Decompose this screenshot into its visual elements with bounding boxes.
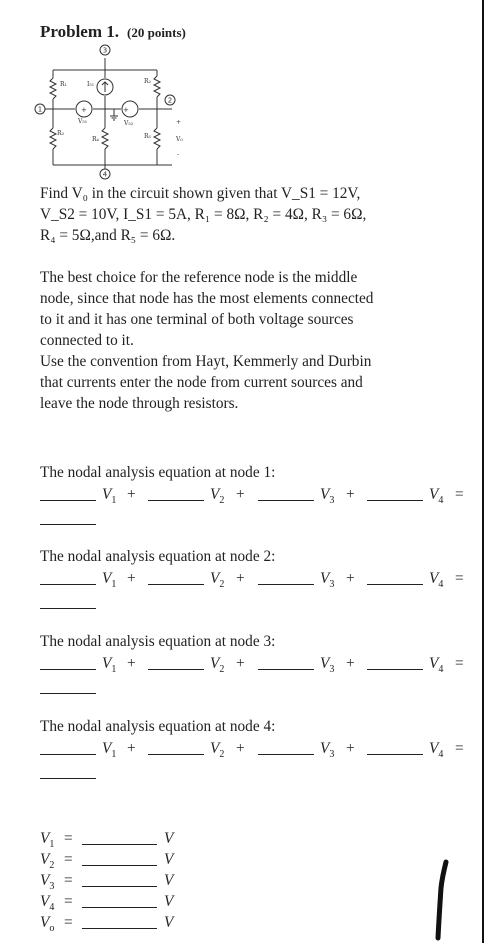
- answer-blank[interactable]: [367, 740, 423, 755]
- svg-text:1: 1: [37, 105, 43, 114]
- svg-text:V₅₁: V₅₁: [78, 118, 88, 125]
- page-right-border: [482, 0, 484, 943]
- answer-blank[interactable]: [40, 570, 96, 585]
- answer-blank[interactable]: [40, 740, 96, 755]
- explanation-line: leave the node through resistors.: [40, 395, 239, 412]
- svg-text:V₀: V₀: [176, 136, 183, 143]
- statement-line: V_S2 = 10V, I_S1 = 5A, R₁ = 8Ω, R₂ = 4Ω, R₃ = 6Ω,: [40, 206, 367, 223]
- problem-number: Problem 1.: [40, 22, 120, 41]
- answer-blank[interactable]: [82, 830, 157, 845]
- answer-blank[interactable]: [82, 893, 157, 908]
- answer-blank[interactable]: [40, 655, 96, 670]
- svg-text:R₂: R₂: [144, 78, 151, 85]
- explanation-text: [40, 267, 468, 414]
- answer-row: $V_o$ = V: [40, 914, 174, 935]
- explanation-line: connected to it.: [40, 332, 134, 349]
- answer-blank[interactable]: [40, 679, 96, 694]
- answer-blank[interactable]: [258, 740, 314, 755]
- explanation-line: node, since that node has the most elements connected: [40, 290, 374, 307]
- explanation-line: Use the convention from Hayt, Kemmerly and Durbin: [40, 353, 372, 370]
- answer-blank[interactable]: [40, 510, 96, 525]
- answer-blank[interactable]: [82, 872, 157, 887]
- circuit-diagram: [30, 40, 200, 185]
- svg-text:R₄: R₄: [92, 136, 99, 143]
- answer-row: $V_3$ = V: [40, 872, 174, 893]
- svg-text:+: +: [176, 119, 182, 126]
- answer-blank[interactable]: [148, 486, 204, 501]
- svg-text:R₁: R₁: [60, 81, 67, 88]
- answer-row: $V_4$ = V: [40, 893, 174, 914]
- answer-blank[interactable]: [367, 570, 423, 585]
- answer-row: $V_2$ = V: [40, 851, 174, 872]
- answer-blank[interactable]: [367, 655, 423, 670]
- answer-blank[interactable]: [367, 486, 423, 501]
- answer-blank[interactable]: [148, 655, 204, 670]
- answer-blank[interactable]: [82, 914, 157, 929]
- svg-text:-: -: [177, 151, 180, 158]
- svg-text:V₅₂: V₅₂: [124, 120, 134, 127]
- answer-blank[interactable]: [40, 486, 96, 501]
- equation-heading: The nodal analysis equation at node 3:: [40, 633, 276, 650]
- answer-blank[interactable]: [148, 740, 204, 755]
- equation-row: $V_1$ + $V_2$ + $V_3$ + $V_4$ =: [40, 740, 468, 760]
- explanation-line: that currents enter the node from current sources and: [40, 374, 363, 391]
- svg-text:3: 3: [102, 46, 108, 55]
- answer-blank[interactable]: [258, 486, 314, 501]
- svg-text:4: 4: [102, 170, 108, 179]
- svg-text:+: +: [81, 106, 87, 114]
- equation-heading: The nodal analysis equation at node 4:: [40, 718, 276, 735]
- equation-row: $V_1$ + $V_2$ + $V_3$ + $V_4$ =: [40, 486, 468, 506]
- explanation-line: to it and it has one terminal of both voltage sources: [40, 311, 354, 328]
- problem-points: (20 points): [127, 25, 186, 40]
- answer-blank[interactable]: [82, 851, 157, 866]
- answer-blank[interactable]: [258, 655, 314, 670]
- equation-heading: The nodal analysis equation at node 2:: [40, 548, 276, 565]
- statement-line: R₄ = 5Ω,and R₅ = 6Ω.: [40, 227, 176, 244]
- svg-text:2: 2: [167, 96, 173, 105]
- svg-text:+: +: [123, 106, 129, 114]
- equation-row: $V_1$ + $V_2$ + $V_3$ + $V_4$ =: [40, 570, 468, 590]
- equation-heading: The nodal analysis equation at node 1:: [40, 464, 276, 481]
- svg-text:R₃: R₃: [57, 130, 64, 137]
- explanation-line: The best choice for the reference node is the middle: [40, 269, 358, 286]
- equation-row: $V_1$ + $V_2$ + $V_3$ + $V_4$ =: [40, 655, 468, 675]
- answer-blank[interactable]: [40, 594, 96, 609]
- pen-stroke-mark: [430, 858, 454, 943]
- answer-blank[interactable]: [258, 570, 314, 585]
- answer-blank[interactable]: [148, 570, 204, 585]
- answer-row: $V_1$ = V: [40, 830, 174, 851]
- svg-text:I₅₁: I₅₁: [87, 81, 95, 88]
- statement-line: Find V₀ in the circuit shown given that V_S1 = 12V,: [40, 185, 361, 202]
- answer-blank[interactable]: [40, 764, 96, 779]
- problem-statement: [40, 183, 468, 246]
- problem-title: [40, 22, 186, 42]
- svg-text:R₅: R₅: [144, 133, 151, 140]
